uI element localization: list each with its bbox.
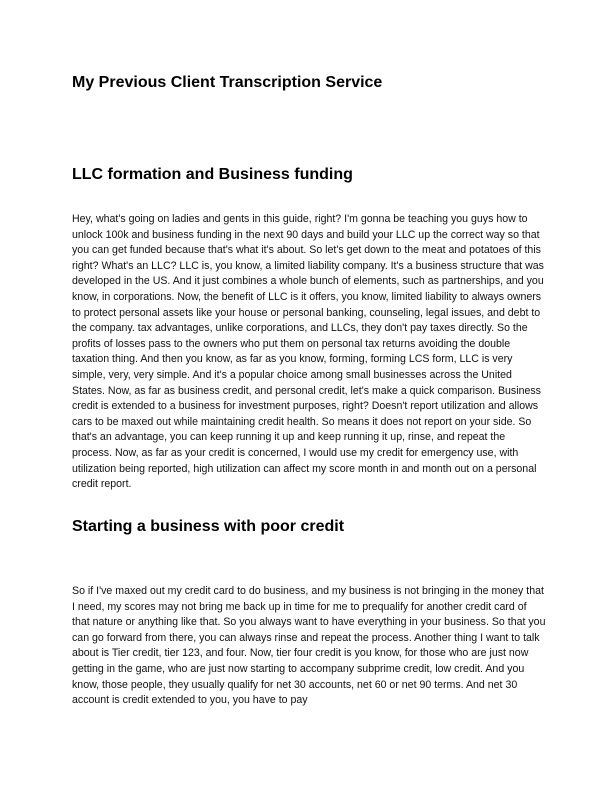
section-heading-poor-credit: Starting a business with poor credit <box>72 518 345 535</box>
section-body-llc-formation: Hey, what's going on ladies and gents in this guide, right? I'm gonna be teaching you guys how to unlock 100k and business funding in the next 90 days and build your LLC up the correct way so that you can get funded because that's what it's about. So let's get down to the meat and potatoes of this right? What's an LLC? LLC is, you know, a limited liability company. It's a business structure that was developed in the US. And it just combines a whole bunch of elements, such as partnerships, and you know, in corporations. Now, the benefit of LLC is it offers, you know, limited liability to always owners to protect personal assets like your house or personal banking, counseling, legal issues, and debt to the company. tax advantages, unlike corporations, and LLCs, they don't pay taxes directly. So the profits of losses pass to the owners who put them on personal tax returns avoiding the double taxation thing. And then you know, as far as you know, forming, forming LCS form, LLC is very simple, very, very simple. And it's a popular choice among small businesses across the United States. Now, as far as business credit, and personal credit, let's make a quick comparison. Business credit is extended to a business for investment purposes, right? Doesn't report utilization and allows cars to be maxed out while maintaining credit health. So means it does not report on your side. So that's an advantage, you can keep running it up and keep running it up, rinse, and repeat the process. Now, as far as your credit is concerned, I would use my credit for emergency use, with utilization being reported, high utilization can affect my score month in and month out on a personal credit report. <box>72 213 544 491</box>
section-heading-llc-formation: LLC formation and Business funding <box>72 166 353 183</box>
section-body-poor-credit: So if I've maxed out my credit card to do business, and my business is not bringing in the money that I need, my scores may not bring me back up in time for me to prequalify for another credit card of that nature or anything like that. So you always want to have everything in your business. So that you can go forward from there, you can always rinse and repeat the process. Another thing I want to talk about is Tier credit, tier 123, and four. Now, tier four credit is you know, for those who are just now getting in the game, who are just now starting to accompany subprime credit, low credit. And you know, those people, they usually qualify for net 30 accounts, net 60 or net 90 terms. And net 30 account is credit extended to you, you have to pay <box>72 585 546 707</box>
document-title: My Previous Client Transcription Service <box>72 74 383 91</box>
